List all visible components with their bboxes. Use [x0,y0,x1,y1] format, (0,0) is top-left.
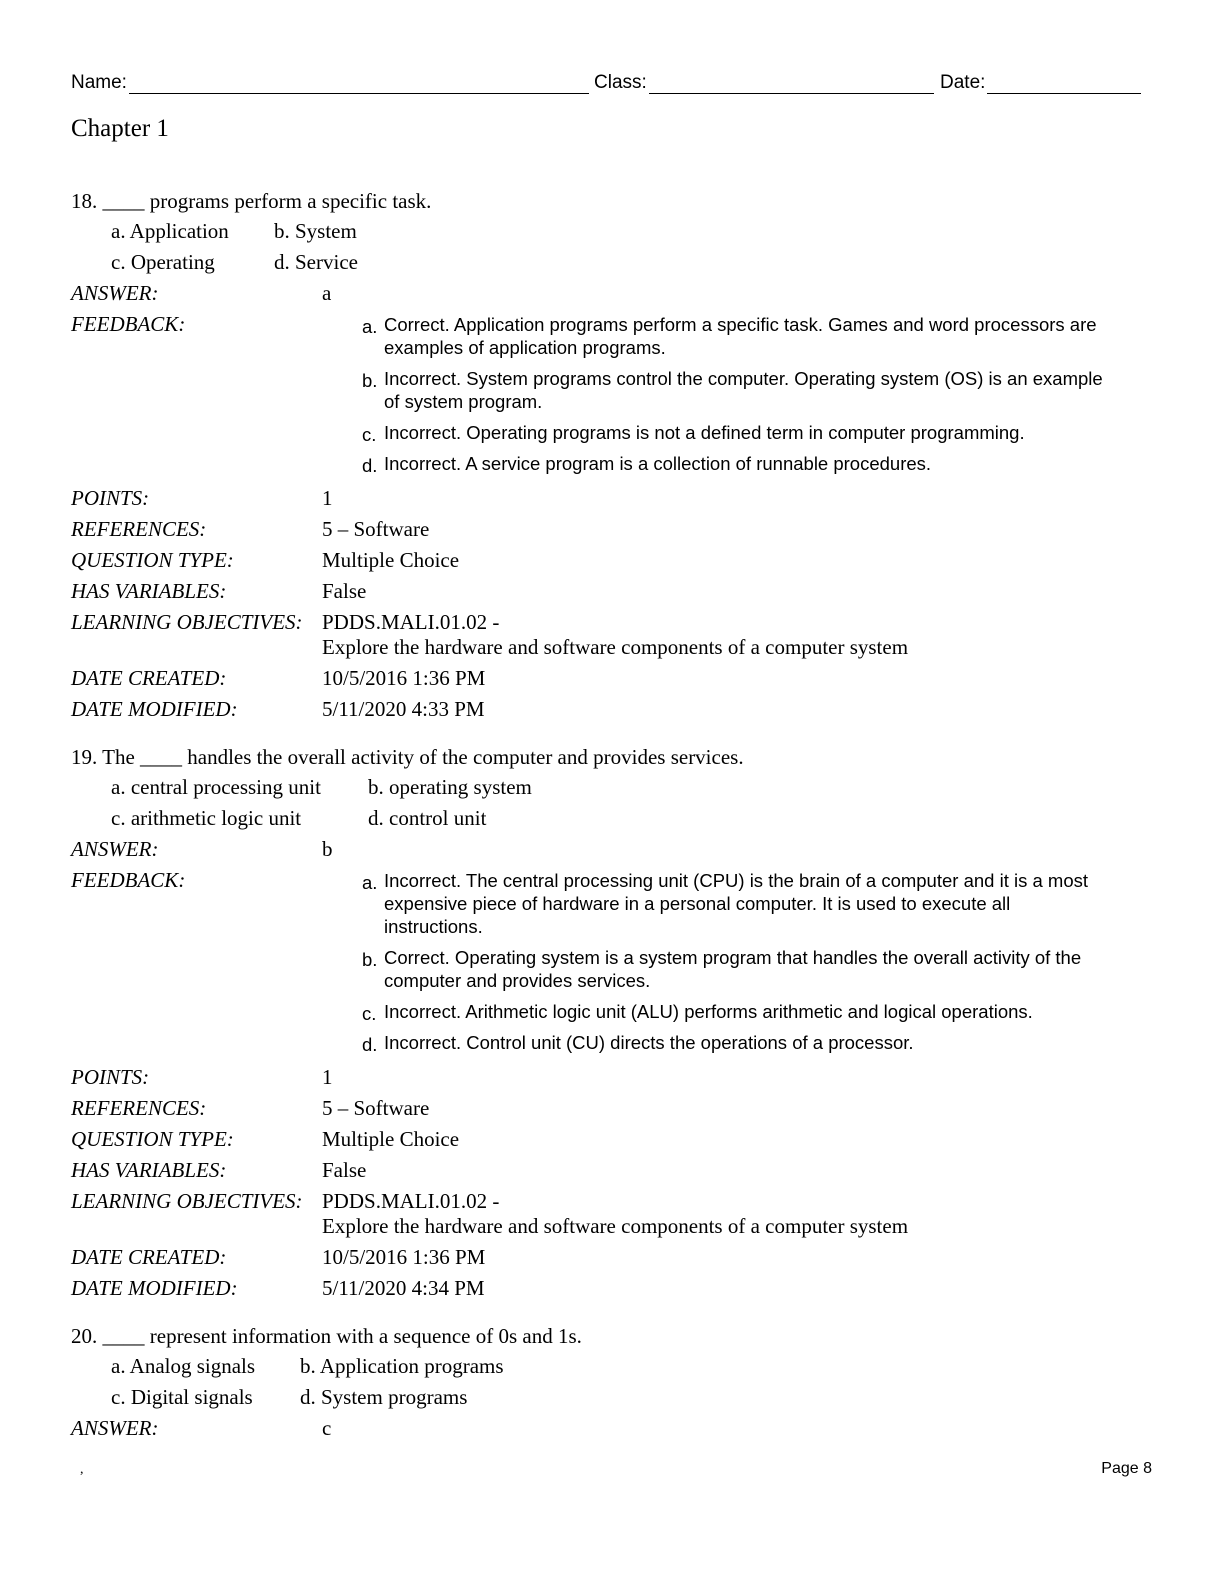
references-row [71,514,1151,545]
lo-text: Explore the hardware and software components of a computer system [322,1214,909,1238]
feedback-letter: d. [362,455,378,476]
lo-text: Explore the hardware and software components of a computer system [322,635,909,659]
question-type-value: Multiple Choice [322,1127,460,1151]
date-modified-row [71,694,1151,725]
question-type-label: QUESTION TYPE: [71,1127,234,1151]
points-row [71,1062,1151,1093]
date-modified-row [71,1273,1151,1304]
feedback-text: Correct. Application programs perform a specific task. Games and word processors are examples of application programs. [384,314,1097,358]
question-text: 20. ____ represent information with a sequence of 0s and 1s. [71,1324,582,1348]
question-text: 18. ____ programs perform a specific task. [71,189,432,213]
footer-mark: , [80,1462,84,1477]
question-type-value: Multiple Choice [322,548,460,572]
answer-label: ANSWER: [71,1416,159,1440]
question-type-row [71,1124,1151,1155]
name-field[interactable] [129,93,589,94]
feedback-text: Incorrect. A service program is a collection of runnable procedures. [384,453,932,474]
option-b: b. operating system [368,775,532,799]
options-row [71,247,1151,278]
feedback-item [362,367,1104,413]
has-variables-label: HAS VARIABLES: [71,1158,227,1182]
option-c: c. Digital signals [111,1385,253,1409]
answer-label: ANSWER: [71,837,159,861]
option-a: a. central processing unit [111,775,321,799]
learning-objectives-row [71,1186,1151,1242]
has-variables-value: False [322,579,367,603]
date-created-value: 10/5/2016 1:36 PM [322,666,486,690]
feedback-letter: b. [362,949,378,970]
feedback-block [71,309,1151,475]
name-label: Name: [71,72,127,93]
feedback-text: Incorrect. Arithmetic logic unit (ALU) performs arithmetic and logical operations. [384,1001,1033,1022]
references-label: REFERENCES: [71,517,207,541]
answer-value: b [322,837,333,861]
references-value: 5 – Software [322,1096,430,1120]
feedback-block [71,865,1151,1054]
date-modified-value: 5/11/2020 4:33 PM [322,697,485,721]
question-20 [71,1321,1151,1444]
feedback-list [362,865,1151,1054]
option-d: d. Service [274,250,358,274]
options-row [71,1382,1151,1413]
date-created-label: DATE CREATED: [71,1245,227,1269]
feedback-text: Incorrect. The central processing unit (CPU) is the brain of a computer and it is a most expensive piece of hardware in a personal computer. It is used to execute all instructions. [384,870,1088,937]
has-variables-row [71,1155,1151,1186]
date-created-value: 10/5/2016 1:36 PM [322,1245,486,1269]
answer-row [71,834,1151,865]
points-value: 1 [322,486,333,510]
feedback-label: FEEDBACK: [71,312,186,336]
class-field[interactable] [649,93,934,94]
has-variables-row [71,576,1151,607]
feedback-item [362,1000,1104,1023]
options-row [71,803,1151,834]
feedback-item [362,946,1104,992]
option-c: c. Operating [111,250,215,274]
chapter-title: Chapter 1 [71,115,169,142]
options-row [71,1351,1151,1382]
feedback-text: Incorrect. System programs control the computer. Operating system (OS) is an example of system program. [384,368,1103,412]
points-row [71,483,1151,514]
feedback-letter: c. [362,424,377,445]
learning-objectives-value [322,610,908,660]
date-field[interactable] [987,93,1141,94]
learning-objectives-label: LEARNING OBJECTIVES: [71,1189,303,1213]
date-modified-label: DATE MODIFIED: [71,1276,238,1300]
options-row [71,772,1151,803]
header [71,70,1143,98]
feedback-letter: d. [362,1034,378,1055]
answer-value: c [322,1416,332,1440]
feedback-letter: b. [362,370,378,391]
answer-row [71,278,1151,309]
date-modified-value: 5/11/2020 4:34 PM [322,1276,485,1300]
has-variables-value: False [322,1158,367,1182]
options-row [71,216,1151,247]
question-type-label: QUESTION TYPE: [71,548,234,572]
date-created-label: DATE CREATED: [71,666,227,690]
feedback-item [362,313,1104,359]
page-number: Page 8 [1101,1460,1152,1477]
points-label: POINTS: [71,486,150,510]
feedback-text: Correct. Operating system is a system program that handles the overall activity of the computer and provides services. [384,947,1082,991]
feedback-text: Incorrect. Control unit (CU) directs the operations of a processor. [384,1032,914,1053]
option-b: b. Application programs [300,1354,504,1378]
learning-objectives-label: LEARNING OBJECTIVES: [71,610,303,634]
feedback-text: Incorrect. Operating programs is not a defined term in computer programming. [384,422,1025,443]
date-label: Date: [940,72,986,93]
feedback-letter: a. [362,316,378,337]
class-label: Class: [594,72,647,93]
answer-row [71,1413,1151,1444]
feedback-label: FEEDBACK: [71,868,186,892]
option-d: d. System programs [300,1385,468,1409]
feedback-item [362,1031,1104,1054]
feedback-list [362,309,1151,475]
feedback-item [362,869,1104,938]
date-modified-label: DATE MODIFIED: [71,697,238,721]
question-text: 19. The ____ handles the overall activity of the computer and provides services. [71,745,744,769]
feedback-letter: c. [362,1003,377,1024]
references-label: REFERENCES: [71,1096,207,1120]
references-row [71,1093,1151,1124]
feedback-item [362,421,1104,444]
points-value: 1 [322,1065,333,1089]
lo-code: PDDS.MALI.01.02 - [322,1189,500,1213]
learning-objectives-row [71,607,1151,663]
lo-code: PDDS.MALI.01.02 - [322,610,500,634]
date-created-row [71,1242,1151,1273]
references-value: 5 – Software [322,517,430,541]
points-label: POINTS: [71,1065,150,1089]
feedback-letter: a. [362,872,378,893]
has-variables-label: HAS VARIABLES: [71,579,227,603]
option-a: a. Application [111,219,229,243]
learning-objectives-value [322,1189,908,1239]
feedback-item [362,452,1104,475]
answer-value: a [322,281,332,305]
question-18 [71,186,1151,725]
date-created-row [71,663,1151,694]
question-type-row [71,545,1151,576]
answer-label: ANSWER: [71,281,159,305]
option-b: b. System [274,219,357,243]
option-d: d. control unit [368,806,487,830]
question-19 [71,742,1151,1304]
option-a: a. Analog signals [111,1354,256,1378]
option-c: c. arithmetic logic unit [111,806,302,830]
